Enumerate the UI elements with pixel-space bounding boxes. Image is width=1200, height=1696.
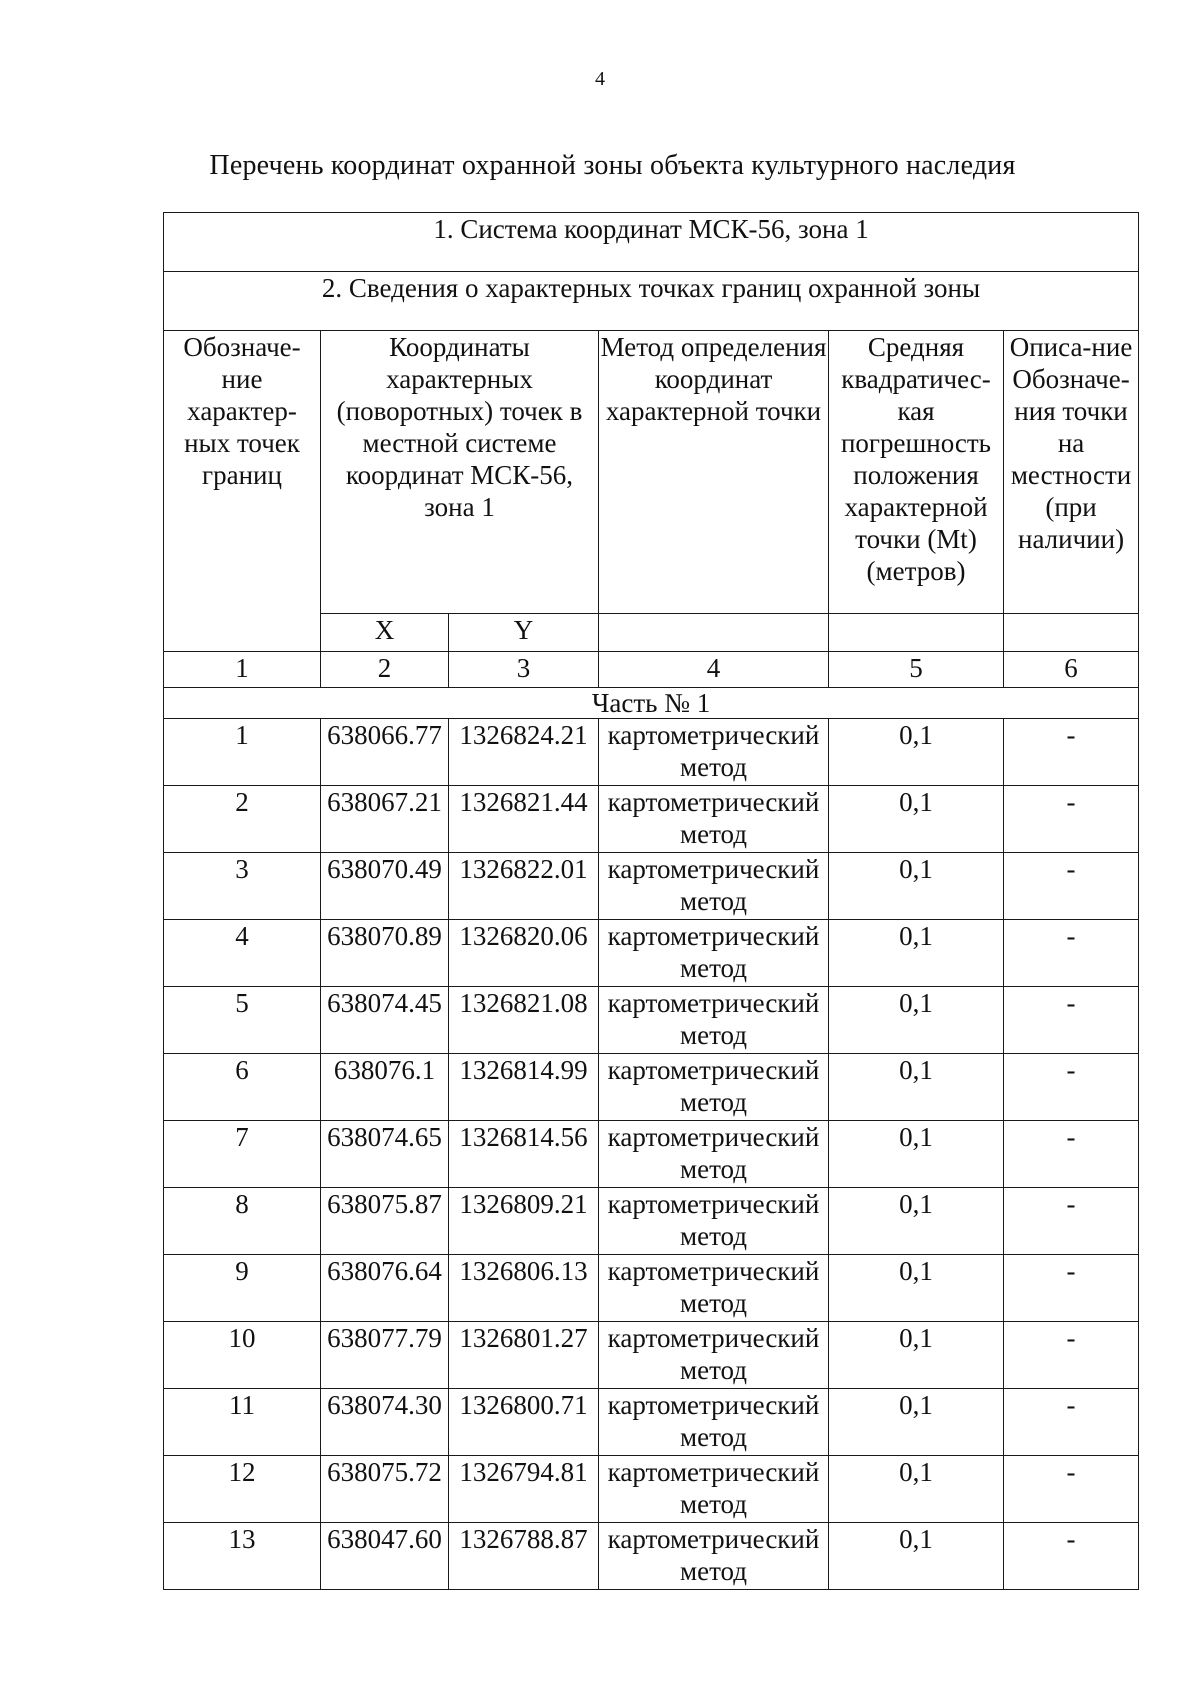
point-number-cell: 13 — [164, 1523, 321, 1590]
column-number: 5 — [829, 652, 1004, 688]
mean-error-cell: 0,1 — [829, 1188, 1004, 1255]
document-title: Перечень координат охранной зоны объекта культурного наследия — [209, 150, 1016, 181]
method-cell: картометрический метод — [599, 1255, 829, 1322]
table-row — [164, 1255, 1139, 1322]
table-row — [164, 920, 1139, 987]
description-cell: - — [1004, 1523, 1139, 1590]
table-row — [164, 1054, 1139, 1121]
empty-cell — [1004, 614, 1139, 652]
point-number-cell: 12 — [164, 1456, 321, 1523]
point-number-cell: 4 — [164, 920, 321, 987]
description-cell: - — [1004, 1389, 1139, 1456]
mean-error-cell: 0,1 — [829, 1322, 1004, 1389]
mean-error-cell: 0,1 — [829, 1121, 1004, 1188]
y-coordinate-cell: 1326800.71 — [449, 1389, 599, 1456]
y-coordinate-cell: 1326794.81 — [449, 1456, 599, 1523]
method-cell: картометрический метод — [599, 1188, 829, 1255]
mean-error-cell: 0,1 — [829, 719, 1004, 786]
description-cell: - — [1004, 1255, 1139, 1322]
table-row — [164, 1121, 1139, 1188]
y-coordinate-cell: 1326824.21 — [449, 719, 599, 786]
section-cell: 2. Сведения о характерных точках границ охранной зоны — [164, 272, 1139, 331]
header-x: X — [321, 614, 449, 652]
column-number: 4 — [599, 652, 829, 688]
description-cell: - — [1004, 1054, 1139, 1121]
description-cell: - — [1004, 987, 1139, 1054]
header-method: Метод определения координат характерной точки — [599, 331, 829, 614]
mean-error-cell: 0,1 — [829, 853, 1004, 920]
x-coordinate-cell: 638074.30 — [321, 1389, 449, 1456]
point-number-cell: 9 — [164, 1255, 321, 1322]
y-coordinate-cell: 1326822.01 — [449, 853, 599, 920]
table-row — [164, 987, 1139, 1054]
point-number-cell: 7 — [164, 1121, 321, 1188]
coordinates-table — [163, 212, 1139, 1590]
column-number: 1 — [164, 652, 321, 688]
column-numbers-row — [164, 652, 1139, 688]
header-y: Y — [449, 614, 599, 652]
method-cell: картометрический метод — [599, 1456, 829, 1523]
description-cell: - — [1004, 719, 1139, 786]
mean-error-cell: 0,1 — [829, 920, 1004, 987]
x-coordinate-cell: 638074.65 — [321, 1121, 449, 1188]
x-coordinate-cell: 638066.77 — [321, 719, 449, 786]
y-coordinate-cell: 1326814.56 — [449, 1121, 599, 1188]
x-coordinate-cell: 638075.72 — [321, 1456, 449, 1523]
mean-error-cell: 0,1 — [829, 1456, 1004, 1523]
x-coordinate-cell: 638070.89 — [321, 920, 449, 987]
point-number-cell: 1 — [164, 719, 321, 786]
x-coordinate-cell: 638067.21 — [321, 786, 449, 853]
table-row — [164, 719, 1139, 786]
mean-error-cell: 0,1 — [829, 1054, 1004, 1121]
method-cell: картометрический метод — [599, 1322, 829, 1389]
point-number-cell: 5 — [164, 987, 321, 1054]
method-cell: картометрический метод — [599, 786, 829, 853]
method-cell: картометрический метод — [599, 853, 829, 920]
point-number-cell: 10 — [164, 1322, 321, 1389]
coordinate-system-row — [164, 213, 1139, 272]
header-coordinates: Координаты характерных (поворотных) точек в местной системе координат МСК-56, зона 1 — [321, 331, 599, 614]
point-number-cell: 11 — [164, 1389, 321, 1456]
column-number: 6 — [1004, 652, 1139, 688]
y-coordinate-cell: 1326809.21 — [449, 1188, 599, 1255]
description-cell: - — [1004, 920, 1139, 987]
y-coordinate-cell: 1326801.27 — [449, 1322, 599, 1389]
mean-error-cell: 0,1 — [829, 786, 1004, 853]
description-cell: - — [1004, 786, 1139, 853]
header-row — [164, 331, 1139, 614]
mean-error-cell: 0,1 — [829, 1255, 1004, 1322]
y-coordinate-cell: 1326820.06 — [449, 920, 599, 987]
point-number-cell: 3 — [164, 853, 321, 920]
x-coordinate-cell: 638076.1 — [321, 1054, 449, 1121]
part-row — [164, 688, 1139, 719]
x-coordinate-cell: 638077.79 — [321, 1322, 449, 1389]
column-number: 3 — [449, 652, 599, 688]
description-cell: - — [1004, 1456, 1139, 1523]
y-coordinate-cell: 1326821.08 — [449, 987, 599, 1054]
description-cell: - — [1004, 1322, 1139, 1389]
point-number-cell: 2 — [164, 786, 321, 853]
method-cell: картометрический метод — [599, 1121, 829, 1188]
table-row — [164, 1188, 1139, 1255]
table-row — [164, 1322, 1139, 1389]
table-row — [164, 1456, 1139, 1523]
description-cell: - — [1004, 1121, 1139, 1188]
part-label: Часть № 1 — [164, 688, 1139, 719]
y-coordinate-cell: 1326821.44 — [449, 786, 599, 853]
x-coordinate-cell: 638074.45 — [321, 987, 449, 1054]
description-cell: - — [1004, 853, 1139, 920]
y-coordinate-cell: 1326788.87 — [449, 1523, 599, 1590]
page-number: 4 — [595, 68, 605, 90]
empty-cell — [599, 614, 829, 652]
x-coordinate-cell: 638070.49 — [321, 853, 449, 920]
description-cell: - — [1004, 1188, 1139, 1255]
table-row — [164, 853, 1139, 920]
point-number-cell: 6 — [164, 1054, 321, 1121]
method-cell: картометрический метод — [599, 1523, 829, 1590]
table-row — [164, 1523, 1139, 1590]
method-cell: картометрический метод — [599, 1389, 829, 1456]
method-cell: картометрический метод — [599, 920, 829, 987]
point-number-cell: 8 — [164, 1188, 321, 1255]
x-coordinate-cell: 638076.64 — [321, 1255, 449, 1322]
x-coordinate-cell: 638075.87 — [321, 1188, 449, 1255]
table-row — [164, 1389, 1139, 1456]
header-description: Описа-ние Обозначе-ния точки на местности (при наличии) — [1004, 331, 1139, 614]
header-point-designation: Обозначе-ние характер-ных точек границ — [164, 331, 321, 652]
section-row — [164, 272, 1139, 331]
mean-error-cell: 0,1 — [829, 1523, 1004, 1590]
method-cell: картометрический метод — [599, 1054, 829, 1121]
table-row — [164, 786, 1139, 853]
header-mean-error: Средняя квадратичес-кая погрешность положения характерной точки (Mt) (метров) — [829, 331, 1004, 614]
column-number: 2 — [321, 652, 449, 688]
mean-error-cell: 0,1 — [829, 987, 1004, 1054]
x-coordinate-cell: 638047.60 — [321, 1523, 449, 1590]
coordinate-system-cell: 1. Система координат МСК-56, зона 1 — [164, 213, 1139, 272]
y-coordinate-cell: 1326814.99 — [449, 1054, 599, 1121]
method-cell: картометрический метод — [599, 987, 829, 1054]
empty-cell — [829, 614, 1004, 652]
method-cell: картометрический метод — [599, 719, 829, 786]
y-coordinate-cell: 1326806.13 — [449, 1255, 599, 1322]
mean-error-cell: 0,1 — [829, 1389, 1004, 1456]
